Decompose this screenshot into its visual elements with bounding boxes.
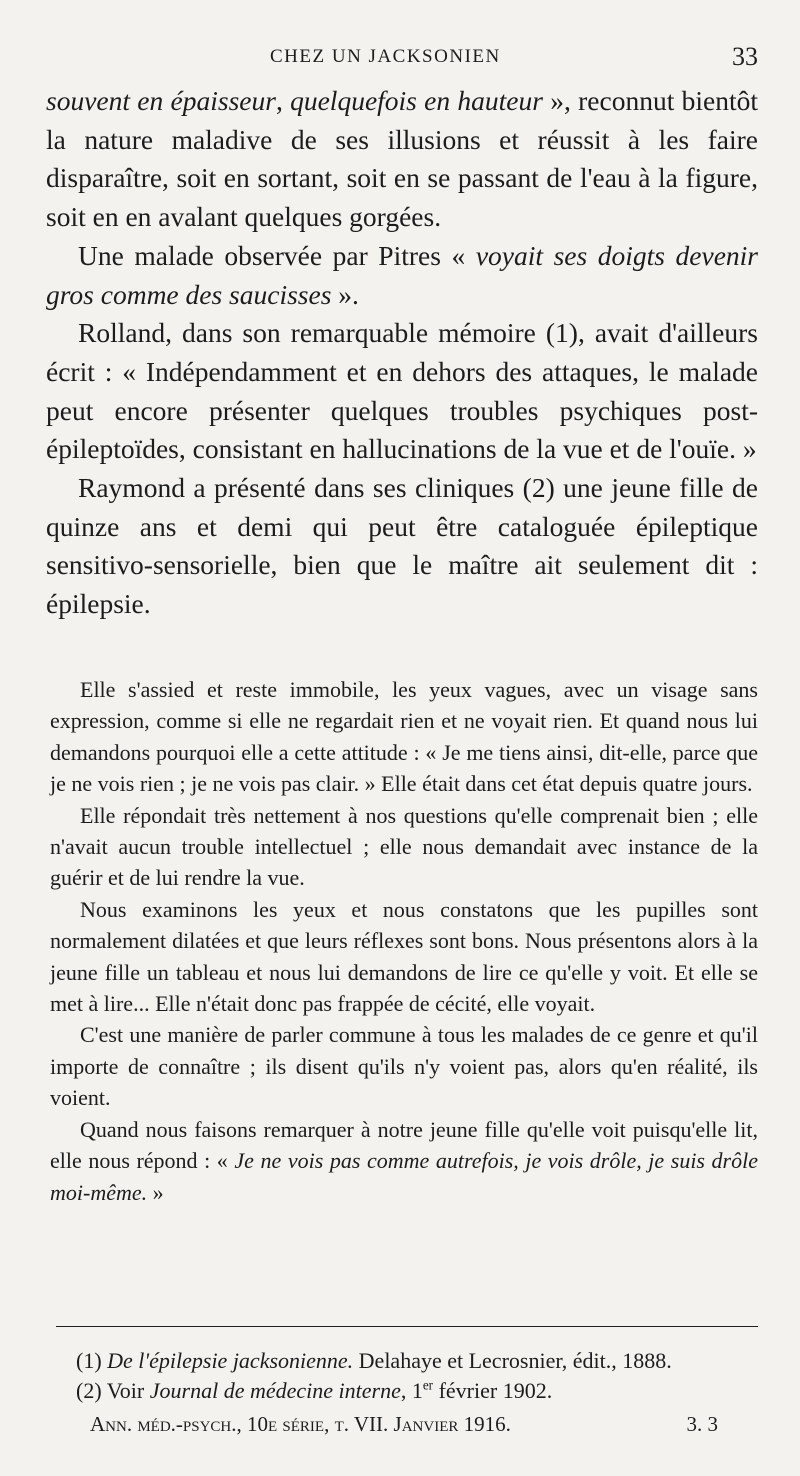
superscript-run: er bbox=[422, 1377, 434, 1393]
paragraph bbox=[46, 82, 758, 237]
text-run: (2) Voir bbox=[76, 1378, 150, 1403]
italic-run: Journal de médecine interne bbox=[149, 1378, 401, 1403]
italic-run: De l'épilepsie jacksonienne. bbox=[107, 1348, 354, 1373]
italic-run: quelquefois en hauteur bbox=[290, 85, 543, 116]
text-run: Nous examinons les yeux et nous constatons que les pupilles sont normalement dilatées et que leurs réflexes sont bons. Nous présentons alors à la jeune fille un tableau et nous lui demandons de lire ce qu'elle y voit. Et elle se met à lire... Elle n'était donc pas frappée de cécité, elle voyait. bbox=[50, 896, 758, 1017]
journal-signature: Ann. méd.-psych., 10e série, t. VII. Janvier 1916. bbox=[90, 1412, 511, 1436]
text-run: ». bbox=[331, 278, 359, 310]
text-run: février 1902. bbox=[433, 1378, 553, 1403]
text-run: Delahaye et Lecrosnier, édit., 1888. bbox=[353, 1348, 672, 1373]
text-run: C'est une manière de parler commune à tous les malades de ce genre et qu'il importe de connaître ; ils disent qu'ils n'y voient pas, alors qu'en réalité, ils voient. bbox=[50, 1022, 758, 1111]
footnotes bbox=[76, 1346, 766, 1406]
italic-run: Je ne vois pas comme autrefois, je vois drôle, je suis drôle moi-même. bbox=[50, 1148, 758, 1205]
paragraph bbox=[46, 469, 758, 624]
paragraph bbox=[50, 1114, 758, 1208]
footnote-divider bbox=[56, 1326, 758, 1327]
text-run: Quand nous faisons remarquer à notre jeune fille qu'elle voit puisqu'elle lit, elle nous répond : « bbox=[50, 1116, 758, 1174]
italic-run: voyait ses doigts devenir gros comme des saucisses bbox=[46, 239, 758, 310]
text-run: , bbox=[275, 85, 291, 116]
footnote bbox=[76, 1346, 766, 1376]
text-run: Elle s'assied et reste immobile, les yeux vagues, avec un visage sans expression, comme si elle ne regardait rien et ne voyait rien. Et quand nous lui demandons pourquoi elle a cette attitude : « Je me tiens ainsi, dit-elle, parce que je ne vois rien ; je ne vois pas clair. » Elle était dans cet état depuis quatre jours. bbox=[50, 677, 758, 797]
paragraph bbox=[50, 894, 758, 1020]
running-head: CHEZ UN JACKSONIEN bbox=[270, 46, 501, 67]
signature-line bbox=[90, 1412, 770, 1437]
sheet-signature: 3. 3 bbox=[686, 1412, 718, 1436]
text-run: » bbox=[147, 1179, 164, 1205]
quoted-case-text bbox=[50, 674, 758, 1208]
page-number: 33 bbox=[732, 42, 758, 71]
text-run: Raymond a présenté dans ses cliniques (2) une jeune fille de quinze ans et demi qui peut être cataloguée épileptique sensitivo-sensorielle, bien que le maître ait seulement dit : épilepsie. bbox=[46, 472, 758, 620]
text-run: Rolland, dans son remarquable mémoire (1), avait d'ailleurs écrit : « Indépendamment et en dehors des attaques, le malade peut encore présenter quelques troubles psychiques post-épileptoïdes, consistant en hallucinations de la vue et de l'ouïe. » bbox=[46, 317, 758, 465]
italic-run: souvent en épaisseur bbox=[46, 85, 276, 116]
text-run: Elle répondait très nettement à nos questions qu'elle comprenait bien ; elle n'avait aucun trouble intellectuel ; elle nous demandait avec instance de la guérir et de lui rendre la vue. bbox=[50, 802, 758, 891]
page-header bbox=[0, 40, 800, 76]
paragraph bbox=[46, 314, 758, 469]
footnote bbox=[76, 1376, 766, 1406]
paragraph bbox=[46, 237, 758, 314]
text-run: , 1 bbox=[400, 1378, 423, 1403]
paragraph bbox=[50, 800, 758, 894]
paragraph bbox=[50, 674, 758, 800]
text-run: (1) bbox=[76, 1348, 108, 1373]
text-run: Une malade observée par Pitres « bbox=[78, 239, 476, 271]
paragraph bbox=[50, 1019, 758, 1113]
text-run: », reconnut bientôt la nature maladive de ses illusions et réussit à les faire disparaître, soit en sortant, soit en se passant de l'eau à la figure, soit en en avalant quelques gorgées. bbox=[46, 85, 759, 233]
main-text bbox=[46, 82, 758, 624]
